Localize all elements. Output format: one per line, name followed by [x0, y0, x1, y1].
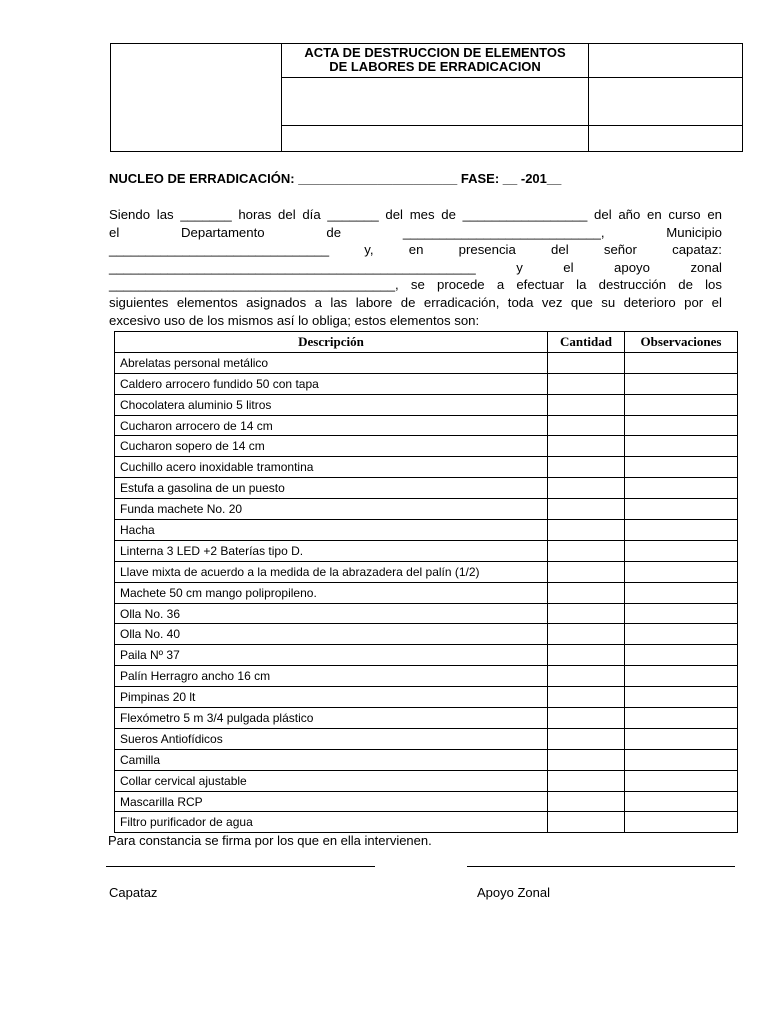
item-quantity-cell	[548, 520, 625, 541]
item-description: Camilla	[115, 749, 548, 770]
paragraph-line	[109, 224, 722, 242]
item-quantity-cell	[548, 436, 625, 457]
signature-label-capataz: Capataz	[109, 885, 158, 900]
paragraph-line	[109, 294, 722, 312]
paragraph-word: horas	[238, 207, 272, 222]
header-box	[110, 43, 743, 152]
paragraph-word: _______	[327, 207, 379, 222]
item-observations-cell	[625, 520, 738, 541]
table-row	[115, 749, 738, 770]
paragraph-word: Departamento	[181, 224, 265, 240]
item-description: Palín Herragro ancho 16 cm	[115, 666, 548, 687]
item-observations-cell	[625, 561, 738, 582]
item-observations-cell	[625, 687, 738, 708]
paragraph-word: de	[400, 294, 416, 310]
item-description: Funda machete No. 20	[115, 499, 548, 520]
paragraph-word: apoyo	[614, 259, 650, 275]
item-quantity-cell	[548, 394, 625, 415]
paragraph-word: labore	[355, 294, 393, 310]
item-description: Cuchillo acero inoxidable tramontina	[115, 457, 548, 478]
paragraph-word: de	[326, 224, 342, 240]
item-description: Olla No. 40	[115, 624, 548, 645]
item-quantity-cell	[548, 812, 625, 833]
paragraph-word: ___________________________,	[402, 224, 605, 240]
item-quantity-cell	[548, 708, 625, 729]
item-observations-cell	[625, 394, 738, 415]
table-row	[115, 540, 738, 561]
item-description: Estufa a gasolina de un puesto	[115, 478, 548, 499]
paragraph-word: Municipio	[666, 224, 722, 240]
paragraph-word: _______________________________________,	[109, 277, 399, 293]
item-description: Sueros Antiofídicos	[115, 728, 548, 749]
paragraph-line	[109, 241, 722, 259]
paragraph-word: y,	[364, 242, 374, 258]
paragraph-word: en	[707, 207, 722, 222]
paragraph-word: deterioro	[623, 294, 676, 310]
item-observations-cell	[625, 582, 738, 603]
paragraph-word: las	[330, 294, 348, 310]
title-line-1: ACTA DE DESTRUCCION DE ELEMENTOS	[304, 45, 566, 60]
item-description: Hacha	[115, 520, 548, 541]
item-quantity-cell	[548, 582, 625, 603]
logo-cell	[111, 44, 282, 152]
table-row	[115, 708, 738, 729]
paragraph-word: los	[705, 277, 722, 293]
paragraph-line: excesivo uso de los mismos así lo obliga; estos elementos son:	[109, 312, 480, 328]
paragraph-word: su	[601, 294, 616, 310]
paragraph-word: erradicación,	[423, 294, 500, 310]
item-observations-cell	[625, 436, 738, 457]
paragraph-word: ______________________________	[109, 242, 330, 258]
paragraph-word: capataz:	[672, 242, 722, 258]
table-row	[115, 582, 738, 603]
title-line-2: DE LABORES DE ERRADICACION	[329, 59, 541, 74]
item-quantity-cell	[548, 687, 625, 708]
item-observations-cell	[625, 728, 738, 749]
item-quantity-cell	[548, 791, 625, 812]
item-quantity-cell	[548, 499, 625, 520]
item-quantity-cell	[548, 415, 625, 436]
paragraph-word: año	[618, 207, 641, 222]
item-description: Pimpinas 20 lt	[115, 687, 548, 708]
paragraph-word: curso	[668, 207, 701, 222]
header-cell-right-1	[589, 44, 743, 78]
item-observations-cell	[625, 812, 738, 833]
paragraph-word: mes	[409, 207, 435, 222]
item-quantity-cell	[548, 770, 625, 791]
paragraph-word: zonal	[690, 259, 722, 275]
item-observations-cell	[625, 666, 738, 687]
footer-text: Para constancia se firma por los que en ella intervienen.	[108, 833, 432, 848]
paragraph-word: vez	[541, 294, 563, 310]
paragraph-word: señor	[603, 242, 637, 258]
item-description: Filtro purificador de agua	[115, 812, 548, 833]
item-description: Cucharon sopero de 14 cm	[115, 436, 548, 457]
item-observations-cell	[625, 540, 738, 561]
header-cell-mid-2	[282, 78, 589, 125]
paragraph-word: a	[314, 294, 322, 310]
item-observations-cell	[625, 749, 738, 770]
elements-table	[114, 331, 738, 833]
item-observations-cell	[625, 478, 738, 499]
paragraph-word: la	[576, 277, 587, 293]
table-row	[115, 415, 738, 436]
item-quantity-cell	[548, 645, 625, 666]
item-quantity-cell	[548, 540, 625, 561]
table-row	[115, 687, 738, 708]
item-description: Abrelatas personal metálico	[115, 352, 548, 373]
item-observations-cell	[625, 770, 738, 791]
item-description: Machete 50 cm mango polipropileno.	[115, 582, 548, 603]
table-row	[115, 436, 738, 457]
paragraph-word: elementos	[176, 294, 238, 310]
paragraph-word: toda	[507, 294, 534, 310]
paragraph-word: de	[441, 207, 456, 222]
item-quantity-cell	[548, 624, 625, 645]
item-description: Olla No. 36	[115, 603, 548, 624]
item-description: Linterna 3 LED +2 Baterías tipo D.	[115, 540, 548, 561]
table-row	[115, 728, 738, 749]
paragraph-word: del	[551, 242, 569, 258]
item-description: Cucharon arrocero de 14 cm	[115, 415, 548, 436]
paragraph-word: Siendo	[109, 207, 151, 222]
table-row	[115, 394, 738, 415]
paragraph-word: del	[385, 207, 403, 222]
paragraph-line	[109, 259, 722, 277]
table-row	[115, 561, 738, 582]
paragraph-word: día	[302, 207, 321, 222]
item-quantity-cell	[548, 749, 625, 770]
table-row	[115, 520, 738, 541]
item-quantity-cell	[548, 352, 625, 373]
table-row	[115, 645, 738, 666]
table-row	[115, 624, 738, 645]
table-row	[115, 791, 738, 812]
paragraph-word: __________________________________________________	[109, 259, 476, 275]
item-observations-cell	[625, 791, 738, 812]
table-row	[115, 457, 738, 478]
paragraph-word: se	[410, 277, 425, 293]
item-quantity-cell	[548, 728, 625, 749]
item-description: Collar cervical ajustable	[115, 770, 548, 791]
paragraph-word: de	[678, 277, 693, 293]
item-observations-cell	[625, 624, 738, 645]
item-quantity-cell	[548, 561, 625, 582]
item-observations-cell	[625, 352, 738, 373]
paragraph-line	[109, 206, 722, 224]
table-body	[115, 352, 738, 832]
item-observations-cell	[625, 373, 738, 394]
paragraph-word: procede	[436, 277, 485, 293]
item-description: Mascarilla RCP	[115, 791, 548, 812]
nucleo-line: NUCLEO DE ERRADICACIÓN: ______________________ FASE: __ -201__	[109, 171, 562, 186]
paragraph-word: el	[711, 294, 722, 310]
item-quantity-cell	[548, 373, 625, 394]
table-row	[115, 478, 738, 499]
paragraph-word: que	[570, 294, 593, 310]
paragraph-word: destrucción	[598, 277, 667, 293]
paragraph-word: _______	[180, 207, 232, 222]
paragraph-line	[109, 276, 722, 294]
item-observations-cell	[625, 415, 738, 436]
table-row	[115, 770, 738, 791]
item-quantity-cell	[548, 478, 625, 499]
paragraph-word: asignados	[246, 294, 307, 310]
item-quantity-cell	[548, 666, 625, 687]
item-observations-cell	[625, 708, 738, 729]
signature-line-capataz	[106, 866, 375, 867]
paragraph-word: el	[109, 224, 120, 240]
document-title	[282, 44, 589, 78]
intro-paragraph	[109, 206, 722, 329]
paragraph-word: siguientes	[109, 294, 169, 310]
item-observations-cell	[625, 603, 738, 624]
paragraph-word: del	[594, 207, 612, 222]
header-cell-right-3	[589, 125, 743, 151]
item-observations-cell	[625, 499, 738, 520]
table-row	[115, 666, 738, 687]
table-row	[115, 373, 738, 394]
table-row	[115, 603, 738, 624]
item-quantity-cell	[548, 457, 625, 478]
header-cell-mid-3	[282, 125, 589, 151]
paragraph-word: del	[278, 207, 296, 222]
table-row	[115, 499, 738, 520]
paragraph-word: presencia	[458, 242, 516, 258]
paragraph-word: el	[563, 259, 574, 275]
column-header-cantidad: Cantidad	[548, 332, 625, 353]
item-description: Paila Nº 37	[115, 645, 548, 666]
paragraph-word: por	[684, 294, 704, 310]
item-description: Caldero arrocero fundido 50 con tapa	[115, 373, 548, 394]
item-observations-cell	[625, 645, 738, 666]
paragraph-word: a	[496, 277, 505, 293]
signature-line-apoyo	[467, 866, 735, 867]
item-observations-cell	[625, 457, 738, 478]
paragraph-word: en	[647, 207, 662, 222]
header-cell-right-2	[589, 78, 743, 125]
column-header-descripcion: Descripción	[115, 332, 548, 353]
signature-label-apoyo: Apoyo Zonal	[477, 885, 550, 900]
paragraph-word: en	[408, 242, 424, 258]
item-description: Llave mixta de acuerdo a la medida de la abrazadera del palín (1/2)	[115, 561, 548, 582]
table-row	[115, 352, 738, 373]
paragraph-word: efectuar	[516, 277, 564, 293]
paragraph-word: y	[516, 259, 523, 275]
item-description: Chocolatera aluminio 5 litros	[115, 394, 548, 415]
paragraph-word: las	[156, 207, 174, 222]
column-header-observaciones: Observaciones	[625, 332, 738, 353]
table-row	[115, 812, 738, 833]
paragraph-word: _________________	[462, 207, 588, 222]
item-description: Flexómetro 5 m 3/4 pulgada plástico	[115, 708, 548, 729]
item-quantity-cell	[548, 603, 625, 624]
